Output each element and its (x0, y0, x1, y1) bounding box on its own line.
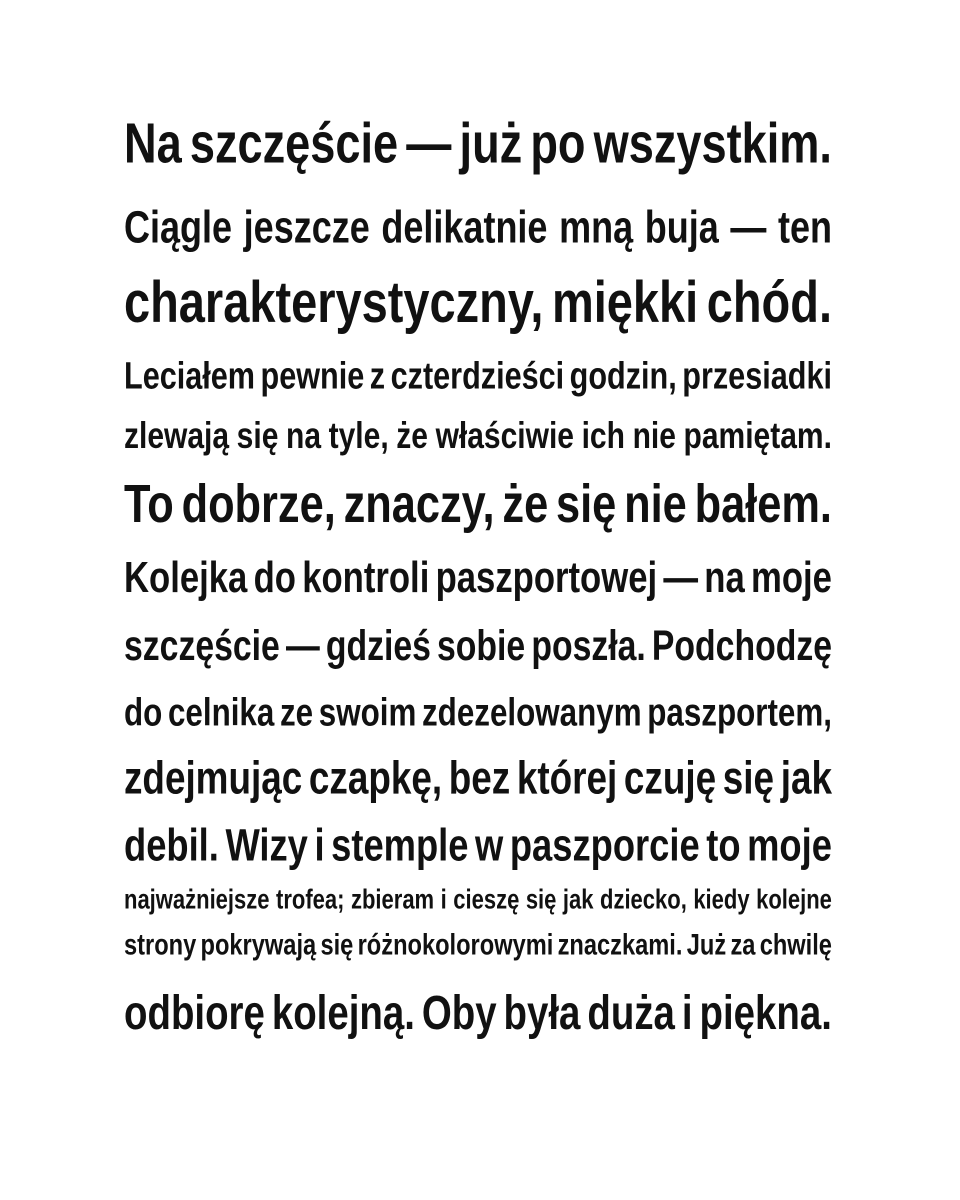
text-poster (124, 0, 832, 1200)
text-line-14: odbiorę kolejną. Oby była duża i piękna. (124, 986, 832, 1040)
text-line-2: Ciągle jeszcze delikatnie mną buja — ten (124, 201, 832, 253)
text-line-11: debil. Wizy i stemple w paszporcie to moje (124, 819, 832, 871)
text-line-3: charakterystyczny, miękki chód. (124, 268, 832, 335)
text-line-5: zlewają się na tyle, że właściwie ich nie pamiętam. (124, 415, 832, 457)
text-line-4: Leciałem pewnie z czterdzieści godzin, przesiadki (124, 354, 832, 397)
text-line-8: szczęście — gdzieś sobie poszła. Podchodzę (124, 622, 832, 670)
text-line-10: zdejmując czapkę, bez której czuję się jak (124, 752, 832, 804)
text-line-1: Na szczęście — już po wszystkim. (124, 111, 832, 175)
text-line-9: do celnika ze swoim zdezelowanym paszportem, (124, 690, 832, 735)
text-line-7: Kolejka do kontroli paszportowej — na moje (124, 554, 832, 602)
text-line-13: strony pokrywają się różnokolorowymi znaczkami. Już za chwilę (124, 929, 832, 962)
text-line-6: To dobrze, znaczy, że się nie bałem. (124, 474, 832, 535)
text-line-12: najważniejsze trofea; zbieram i cieszę się jak dziecko, kiedy kolejne (124, 883, 832, 915)
